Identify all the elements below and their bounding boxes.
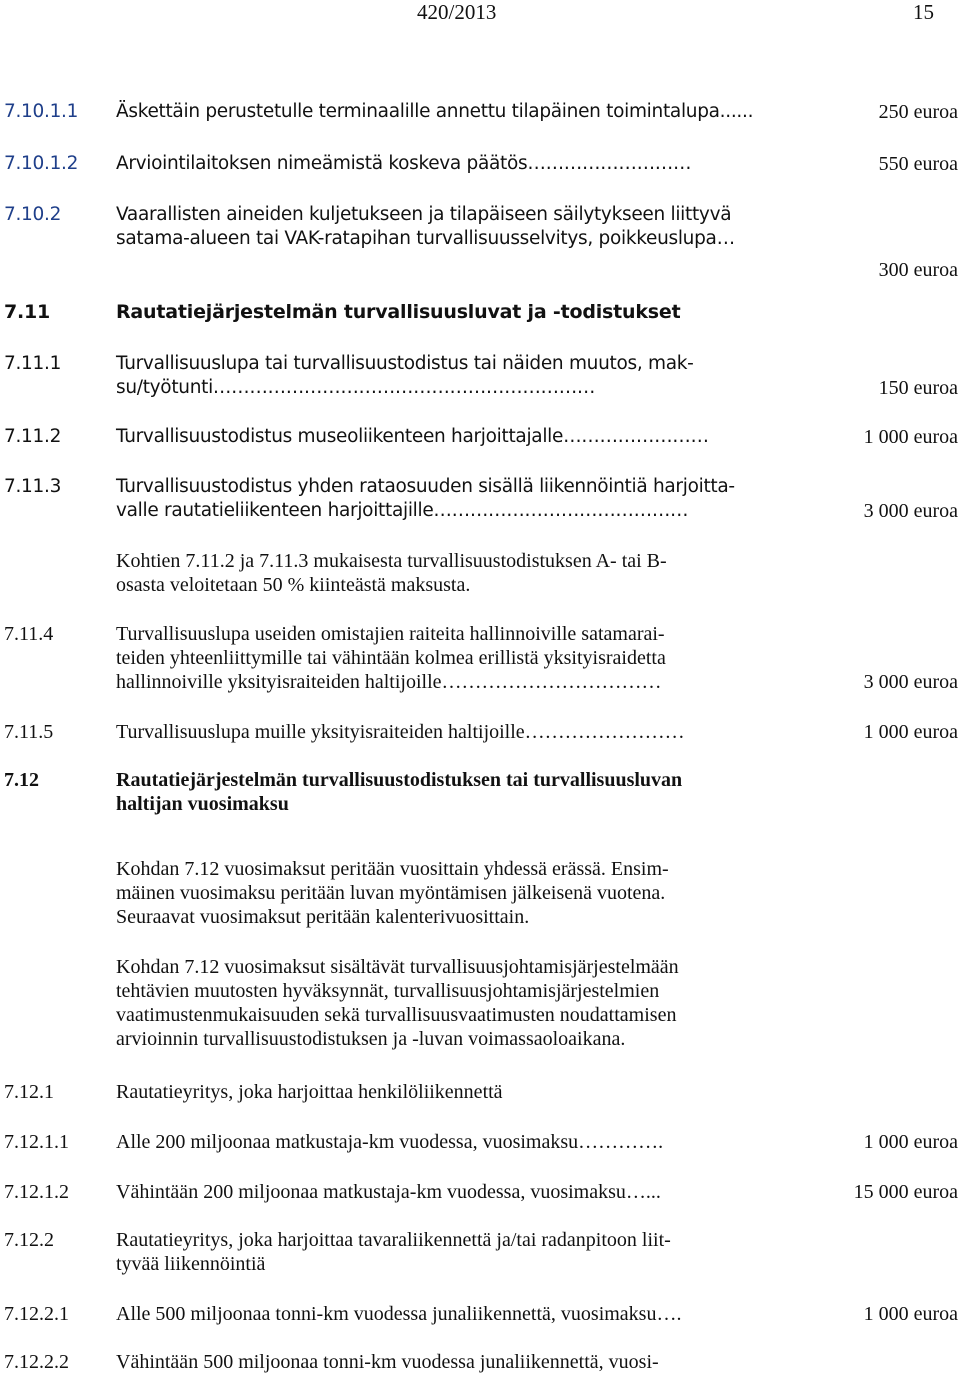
paragraph-text xyxy=(116,857,836,929)
section-number: 7.11.4 xyxy=(4,623,54,645)
page-number: 15 xyxy=(913,0,934,24)
description-line: Turvallisuuslupa muille yksityisraiteiden haltijoille…………………… xyxy=(116,721,685,743)
title-line: Rautatiejärjestelmän turvallisuustodistuksen tai turvallisuusluvan xyxy=(116,769,683,791)
description-line: Turvallisuuslupa useiden omistajien raiteita hallinnoiville satamarai- xyxy=(116,623,665,645)
fee-description xyxy=(116,152,806,176)
description-line: satama-alueen tai VAK-ratapihan turvallisuusselvitys, poikkeuslupa… xyxy=(116,228,735,249)
description-line: Vähintään 500 miljoonaa tonni-km vuodessa junaliikennettä, vuosi- xyxy=(116,1351,659,1373)
fee-description xyxy=(116,1350,806,1374)
fee-description xyxy=(116,100,806,124)
fee-amount: 3 000 euroa xyxy=(863,671,958,693)
description-line: teiden yhteenliittymille tai vähintään kolmea erillistä yksityisraidetta xyxy=(116,647,666,669)
fee-description xyxy=(116,1130,806,1154)
note-text xyxy=(116,549,806,597)
fee-description xyxy=(116,352,806,400)
description-line: Turvallisuustodistus yhden rataosuuden sisällä liikennöintiä harjoitta- xyxy=(116,476,735,497)
fee-amount: 550 euroa xyxy=(878,153,958,175)
fee-description xyxy=(116,1180,806,1204)
paragraph-line: Seuraavat vuosimaksut peritään kalenterivuosittain. xyxy=(116,906,530,928)
fee-description xyxy=(116,425,806,449)
section-number: 7.12 xyxy=(4,769,39,791)
title-line: Rautatiejärjestelmän turvallisuusluvat ja -todistukset xyxy=(116,301,681,323)
description-line: Alle 500 miljoonaa tonni-km vuodessa junaliikennettä, vuosimaksu…. xyxy=(116,1303,682,1325)
description-line: Äskettäin perustetulle terminaalille annettu tilapäinen toimintalupa...... xyxy=(116,101,754,122)
section-number: 7.11.3 xyxy=(4,476,62,497)
section-number: 7.12.2.2 xyxy=(4,1351,69,1373)
paragraph-line: Kohdan 7.12 vuosimaksut sisältävät turvallisuusjohtamisjärjestelmään xyxy=(116,956,679,978)
description-line: Turvallisuuslupa tai turvallisuustodistus tai näiden muutos, mak- xyxy=(116,353,694,374)
title-line: haltijan vuosimaksu xyxy=(116,793,289,815)
paragraph-line: vaatimustenmukaisuuden sekä turvallisuusvaatimusten noudattamisen xyxy=(116,1004,677,1026)
fee-description xyxy=(116,475,806,523)
section-number: 7.10.1.2 xyxy=(4,153,79,174)
fee-description xyxy=(116,203,806,251)
description-line: hallinnoiville yksityisraiteiden haltijoille…………………………… xyxy=(116,671,662,693)
fee-amount: 15 000 euroa xyxy=(853,1181,958,1203)
fee-description xyxy=(116,720,806,744)
section-number: 7.12.2.1 xyxy=(4,1303,69,1325)
section-number: 7.10.1.1 xyxy=(4,101,79,122)
document-id: 420/2013 xyxy=(417,0,497,24)
description-line: Vaarallisten aineiden kuljetukseen ja tilapäiseen säilytykseen liittyvä xyxy=(116,204,732,225)
description-line: Arviointilaitoksen nimeämistä koskeva päätös……………………… xyxy=(116,153,692,174)
note-line: Kohtien 7.11.2 ja 7.11.3 mukaisesta turvallisuustodistuksen A- tai B- xyxy=(116,550,667,572)
section-title xyxy=(116,300,806,324)
description-line: valle rautatieliikenteen harjoittajille…………………………………… xyxy=(116,500,689,521)
section-number: 7.12.1.2 xyxy=(4,1181,69,1203)
fee-amount: 3 000 euroa xyxy=(863,500,958,522)
title-line: Rautatieyritys, joka harjoittaa tavaraliikennettä ja/tai radanpitoon liit- xyxy=(116,1229,671,1251)
description-line: Turvallisuustodistus museoliikenteen harjoittajalle…………………… xyxy=(116,426,709,447)
paragraph-line: Kohdan 7.12 vuosimaksut peritään vuosittain yhdessä erässä. Ensim- xyxy=(116,858,669,880)
paragraph-text xyxy=(116,955,836,1051)
description-line: su/työtunti……………………………………………………… xyxy=(116,377,596,398)
fee-description xyxy=(116,1302,806,1326)
subsection-title xyxy=(116,1228,806,1276)
section-number: 7.12.1 xyxy=(4,1081,54,1103)
fee-amount: 300 euroa xyxy=(878,259,958,281)
description-line: Alle 200 miljoonaa matkustaja-km vuodessa, vuosimaksu…………. xyxy=(116,1131,664,1153)
title-line: Rautatieyritys, joka harjoittaa henkilöliikennettä xyxy=(116,1081,503,1103)
paragraph-line: arvioinnin turvallisuustodistuksen ja -luvan voimassaoloaikana. xyxy=(116,1028,626,1050)
fee-amount: 1 000 euroa xyxy=(863,1131,958,1153)
fee-amount: 1 000 euroa xyxy=(863,1303,958,1325)
paragraph-line: tehtävien muutosten hyväksynnät, turvallisuusjohtamisjärjestelmien xyxy=(116,980,660,1002)
fee-description xyxy=(116,622,806,694)
section-number: 7.11 xyxy=(4,301,51,323)
fee-amount: 150 euroa xyxy=(878,377,958,399)
subsection-title xyxy=(116,1080,806,1104)
section-number: 7.11.2 xyxy=(4,426,62,447)
fee-amount: 1 000 euroa xyxy=(863,426,958,448)
description-line: Vähintään 200 miljoonaa matkustaja-km vuodessa, vuosimaksu…... xyxy=(116,1181,661,1203)
section-number: 7.12.1.1 xyxy=(4,1131,69,1153)
section-number: 7.11.5 xyxy=(4,721,54,743)
title-line: tyvää liikennöintiä xyxy=(116,1253,266,1275)
fee-amount: 1 000 euroa xyxy=(863,721,958,743)
section-number: 7.12.2 xyxy=(4,1229,54,1251)
section-number: 7.11.1 xyxy=(4,353,62,374)
note-line: osasta veloitetaan 50 % kiinteästä maksusta. xyxy=(116,574,471,596)
paragraph-line: mäinen vuosimaksu peritään luvan myöntämisen jälkeisenä vuotena. xyxy=(116,882,666,904)
fee-amount: 250 euroa xyxy=(878,101,958,123)
section-number: 7.10.2 xyxy=(4,204,62,225)
section-title xyxy=(116,768,806,816)
